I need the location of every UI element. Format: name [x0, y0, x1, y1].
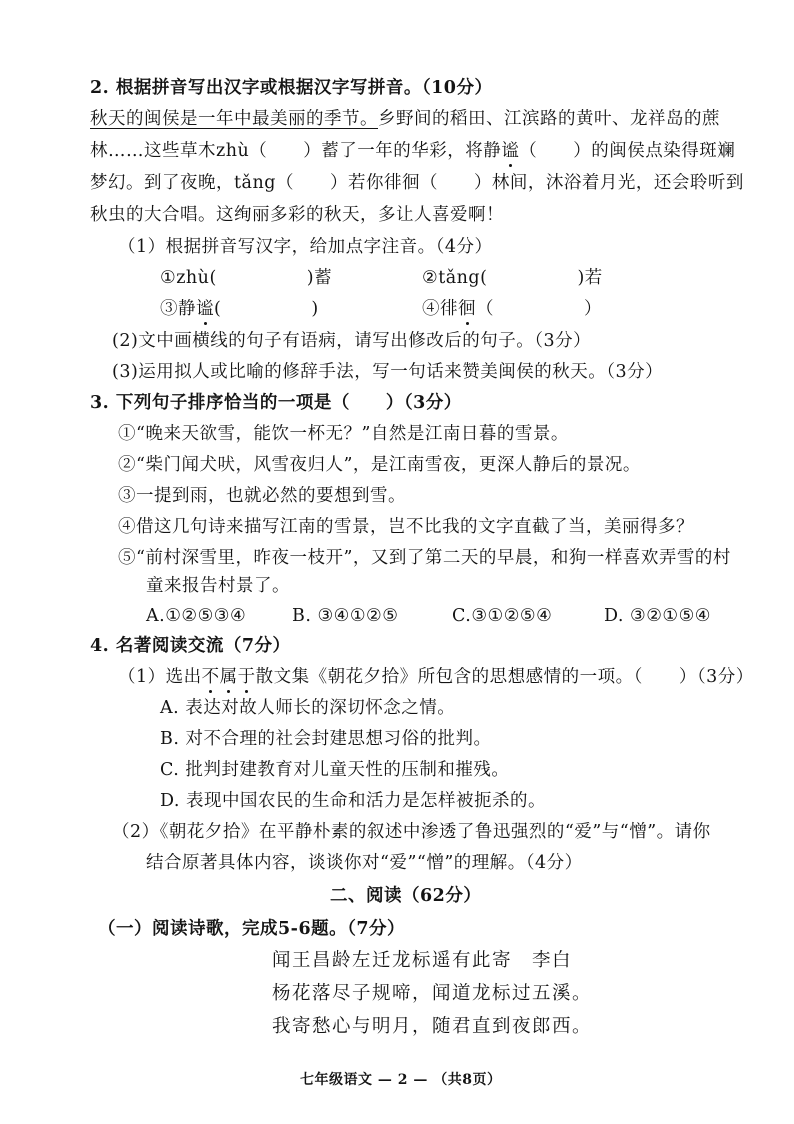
- reading-part-1-title: （一）阅读诗歌，完成5-6题。（7分）: [98, 919, 406, 939]
- q3-sentence-5: ⑤“前村深雪里，昨夜一枝开”，又到了第二天的早晨，和狗一样喜欢弄雪的村: [118, 548, 731, 568]
- q3-title: 3. 下列句子排序恰当的一项是（ ）（3分）: [90, 393, 462, 413]
- q3-option-b: B. ③④①②⑤: [292, 606, 399, 626]
- q3-sentence-4: ④借这几句诗来描写江南的雪景，岂不比我的文字直截了当，美丽得多？: [118, 517, 694, 537]
- q4-sub1-text: （1）选出: [118, 667, 202, 687]
- dotted-char: 不: [201, 667, 220, 687]
- dotted-char: 徊: [458, 299, 476, 319]
- poem-line-2: 我寄愁心与明月，随君直到夜郎西。: [272, 1016, 593, 1037]
- q4-sub1-option-a: A. 表达对故人师长的深切怀念之情。: [160, 698, 456, 718]
- q2-sub1-prompt: （1）根据拼音写汉字，给加点字注音。（4分）: [118, 237, 493, 257]
- q4-sub1-option-d: D. 表现中国农民的生命和活力是怎样被扼杀的。: [160, 791, 547, 811]
- q3-sentence-5-cont: 童来报告村景了。: [146, 576, 290, 596]
- q2-sub1-c: [160, 297, 319, 321]
- q3-option-d: D. ③②①⑤④: [604, 606, 711, 626]
- q2-passage-text: 乡野间的稻田、江滨路的黄叶、龙祥岛的蔗: [378, 109, 720, 129]
- q4-sub1-option-b: B. 对不合理的社会封建思想习俗的批判。: [160, 729, 492, 749]
- q2-sub2: (2)文中画横线的句子有语病，请写出修改后的句子。（3分）: [112, 331, 592, 351]
- q4-sub1-option-c: C. 批判封建教育对儿童天性的压制和摧残。: [160, 760, 510, 780]
- q2-passage-text: 林……这些草木zhù（ ）蓄了一年的华彩，将静: [90, 141, 502, 161]
- section-heading: 二、阅读（62分）: [330, 886, 482, 906]
- q2-sub1-b: ②tǎng( )若: [422, 268, 603, 288]
- q2-underlined-sentence: 秋天的闽侯是一年中最美丽的季节。: [90, 109, 378, 129]
- q3-sentence-2: ②“柴门闻犬吠，风雪夜归人”，是江南雪夜，更深人静后的景况。: [118, 455, 641, 475]
- q4-sub2: （2）《朝花夕拾》在平静朴素的叙述中渗透了鲁迅强烈的“爱”与“憎”。请你: [112, 822, 711, 842]
- q4-sub2-cont: 结合原著具体内容，谈谈你对“爱”“憎”的理解。（4分）: [146, 853, 583, 873]
- q2-sub1-d: [422, 297, 602, 321]
- dotted-char: 于: [237, 667, 256, 687]
- q2-title: 2. 根据拼音写出汉字或根据汉字写拼音。（10分）: [90, 78, 493, 98]
- q2-passage-line-1: [90, 107, 720, 131]
- q3-sentence-3: ③一提到雨，也就必然的要想到雪。: [118, 486, 406, 506]
- q2-sub1-c-text: ③静: [160, 299, 196, 319]
- dotted-char: 谧: [501, 141, 520, 161]
- q2-passage-line-4: 秋虫的大合唱。这绚丽多彩的秋天，多让人喜爱啊！: [90, 205, 504, 225]
- answer-blank: （ ）: [476, 299, 602, 319]
- page-footer: 七年级语文 — 2 — （共8页）: [300, 1072, 502, 1088]
- q4-title: 4. 名著阅读交流（7分）: [90, 636, 291, 656]
- q2-passage-line-2: [90, 139, 735, 163]
- poem-title: 闻王昌龄左迁龙标遥有此寄 李白: [272, 950, 573, 971]
- q3-option-c: C.③①②⑤④: [452, 606, 553, 626]
- q4-sub1-text: 散文集《朝花夕拾》所包含的思想感情的一项。（ ）（3分）: [255, 667, 754, 687]
- dotted-char: 属: [219, 667, 238, 687]
- dotted-char: 谧: [196, 299, 214, 319]
- q4-sub1-prompt: [118, 665, 754, 689]
- poem-line-1: 杨花落尽子规啼，闻道龙标过五溪。: [272, 983, 593, 1004]
- q2-sub1-a: ①zhù( )蓄: [160, 268, 333, 288]
- q2-sub3: (3)运用拟人或比喻的修辞手法，写一句话来赞美闽侯的秋天。（3分）: [112, 362, 664, 382]
- q3-option-a: A.①②⑤③④: [146, 606, 247, 626]
- q2-sub1-d-text: ④徘: [422, 299, 458, 319]
- dotted-phrase: [202, 667, 256, 687]
- q2-passage-line-3: 梦幻。到了夜晚，tǎng（ ）若你徘徊（ ）林间，沐浴着月光，还会聆听到: [90, 173, 744, 193]
- q3-sentence-1: ①“晚来天欲雪，能饮一杯无？”自然是江南日暮的雪景。: [118, 424, 569, 444]
- q2-passage-text: （ ）的闽侯点染得斑斓: [519, 141, 736, 161]
- answer-blank: ( ): [214, 299, 319, 319]
